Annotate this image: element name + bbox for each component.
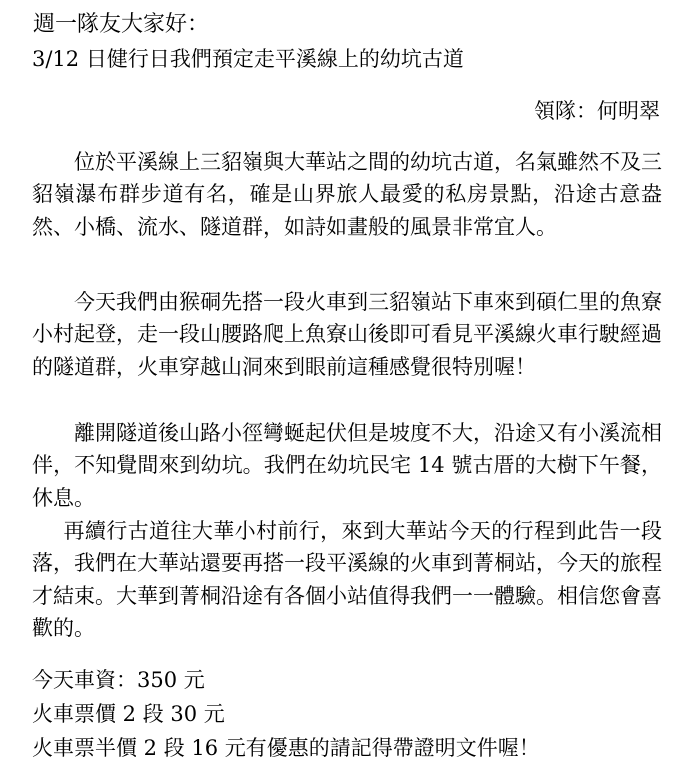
paragraph-route: 今天我們由猴硐先搭一段火車到三貂嶺站下車來到碩仁里的魚寮小村起登，走一段山腰路爬上魚寮山後即可看見平溪線火車行駛經過的隧道群，火車穿越山洞來到眼前這種感覺很特別喔！ — [32, 290, 662, 379]
greeting: 週一隊友大家好： — [33, 12, 210, 37]
fare-line: 今天車資：350 元 — [32, 668, 205, 692]
paragraph-intro: 位於平溪線上三貂嶺與大華站之間的幼坑古道，名氣雖然不及三貂嶺瀑布群步道有名，確是山界旅人最愛的私房景點，沿途古意盎然、小橋、流水、隧道群，如詩如畫般的風景非常宜人。 — [32, 150, 662, 239]
half-price-line: 火車票半價 2 段 16 元有優惠的請記得帶證明文件喔！ — [32, 736, 540, 760]
ticket-price-line: 火車票價 2 段 30 元 — [32, 702, 225, 726]
paragraph-finish: 再續行古道往大華小村前行，來到大華站今天的行程到此告一段落，我們在大華站還要再搭一段平溪線的火車到菁桐站，今天的旅程才結束。大華到菁桐沿途有各個小站值得我們一一體驗。相信您會喜歡的。 — [32, 519, 662, 641]
paragraph-lunch: 離開隧道後山路小徑彎蜒起伏但是坡度不大，沿途又有小溪流相伴，不知覺間來到幼坑。我們在幼坑民宅 14 號古厝的大樹下午餐，休息。 — [32, 421, 662, 510]
leader-line: 領隊：何明翠 — [534, 99, 660, 123]
date-line: 3/12 日健行日我們預定走平溪線上的幼坑古道 — [32, 47, 464, 71]
